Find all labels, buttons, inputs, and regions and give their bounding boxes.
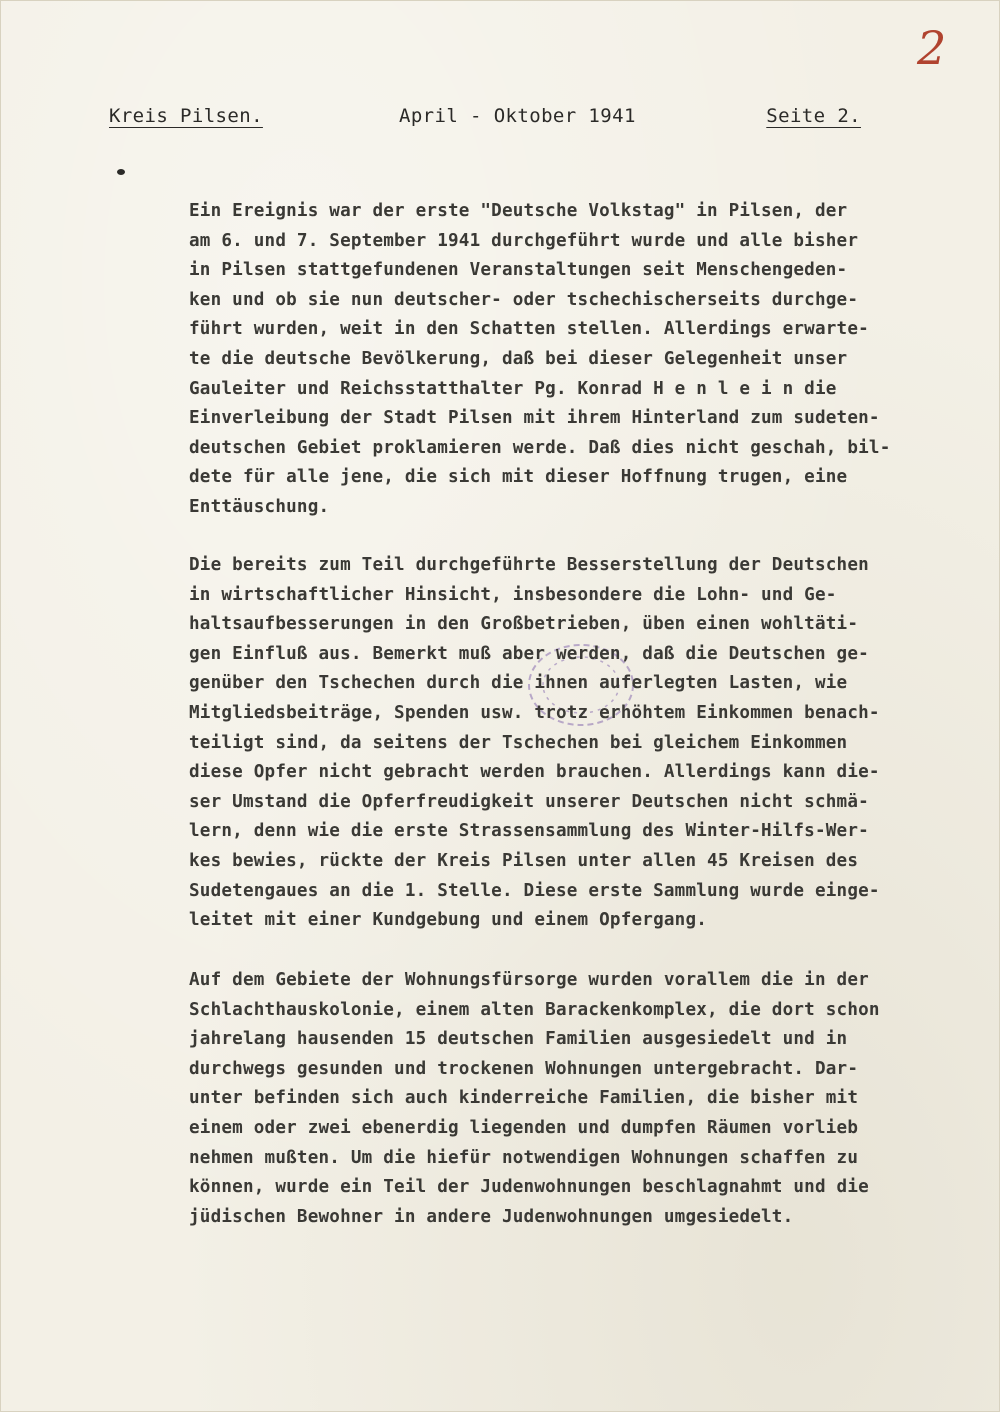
text-line: dete für alle jene, die sich mit dieser Hoffnung trugen, eine	[189, 467, 848, 488]
text-line: unter befinden sich auch kinderreiche Familien, die bisher mit	[189, 1088, 859, 1109]
text-line: deutschen Gebiet proklamieren werde. Daß dies nicht geschah, bil-	[189, 437, 891, 458]
text-line: können, wurde ein Teil der Judenwohnungen beschlagnahmt und die	[189, 1177, 869, 1198]
text-line: ser Umstand die Opferfreudigkeit unserer Deutschen nicht schmä-	[189, 791, 869, 812]
text-line: führt wurden, weit in den Schatten stellen. Allerdings erwarte-	[189, 319, 869, 340]
text-line: leitet mit einer Kundgebung und einem Opfergang.	[189, 910, 708, 931]
paragraph-volkstag	[189, 197, 971, 523]
text-line: Gauleiter und Reichsstatthalter Pg. Konrad H e n l e i n die	[189, 378, 837, 399]
text-line: Einverleibung der Stadt Pilsen mit ihrem Hinterland zum sudeten-	[189, 408, 880, 429]
text-line: gen Einfluß aus. Bemerkt muß aber werden, daß die Deutschen ge-	[189, 643, 869, 664]
text-line: durchwegs gesunden und trockenen Wohnungen untergebracht. Dar-	[189, 1058, 859, 1079]
text-line: teiligt sind, da seitens der Tschechen bei gleichem Einkommen	[189, 732, 848, 753]
header-district: Kreis Pilsen.	[109, 105, 263, 127]
text-line: am 6. und 7. September 1941 durchgeführt wurde und alle bisher	[189, 230, 859, 251]
text-line: kes bewies, rückte der Kreis Pilsen unter allen 45 Kreisen des	[189, 850, 859, 871]
text-line: Schlachthauskolonie, einem alten Barackenkomplex, die dort schon	[189, 999, 880, 1020]
page-header	[109, 105, 861, 135]
paragraph-economy	[189, 551, 971, 936]
text-line: in wirtschaftlicher Hinsicht, insbesondere die Lohn- und Ge-	[189, 584, 837, 605]
text-line: in Pilsen stattgefundenen Veranstaltungen seit Menschengeden-	[189, 260, 848, 281]
text-line: Mitgliedsbeiträge, Spenden usw. trotz erhöhtem Einkommen benach-	[189, 702, 880, 723]
text-line: einem oder zwei ebenerdig liegenden und dumpfen Räumen vorlieb	[189, 1117, 859, 1138]
text-line: Auf dem Gebiete der Wohnungsfürsorge wurden vorallem die in der	[189, 970, 869, 990]
text-line: genüber den Tschechen durch die ihnen auferlegten Lasten, wie	[189, 673, 848, 694]
text-line: haltsaufbesserungen in den Großbetrieben, üben einen wohltäti-	[189, 614, 859, 635]
text-line: lern, denn wie die erste Strassensammlung des Winter-Hilfs-Wer-	[189, 821, 869, 842]
text-line: Sudetengaues an die 1. Stelle. Diese erste Sammlung wurde einge-	[189, 880, 880, 901]
header-period: April - Oktober 1941	[399, 105, 636, 127]
handwritten-page-number: 2	[917, 21, 947, 75]
text-line: ken und ob sie nun deutscher- oder tschechischerseits durchge-	[189, 289, 859, 310]
text-line: nehmen mußten. Um die hiefür notwendigen Wohnungen schaffen zu	[189, 1147, 859, 1168]
header-page-label: Seite 2.	[766, 105, 861, 127]
text-line: Enttäuschung.	[189, 496, 330, 517]
text-line: diese Opfer nicht gebracht werden brauchen. Allerdings kann die-	[189, 762, 880, 783]
text-line: jüdischen Bewohner in andere Judenwohnungen umgesiedelt.	[189, 1206, 794, 1227]
text-line: te die deutsche Bevölkerung, daß bei dieser Gelegenheit unser	[189, 348, 848, 369]
text-line: Die bereits zum Teil durchgeführte Besserstellung der Deutschen	[189, 555, 869, 575]
text-line: jahrelang hausenden 15 deutschen Familien ausgesiedelt und in	[189, 1029, 848, 1050]
paragraph-housing	[189, 966, 971, 1232]
margin-ink-dot	[117, 169, 125, 175]
text-line: Ein Ereignis war der erste "Deutsche Volkstag" in Pilsen, der	[189, 201, 848, 221]
